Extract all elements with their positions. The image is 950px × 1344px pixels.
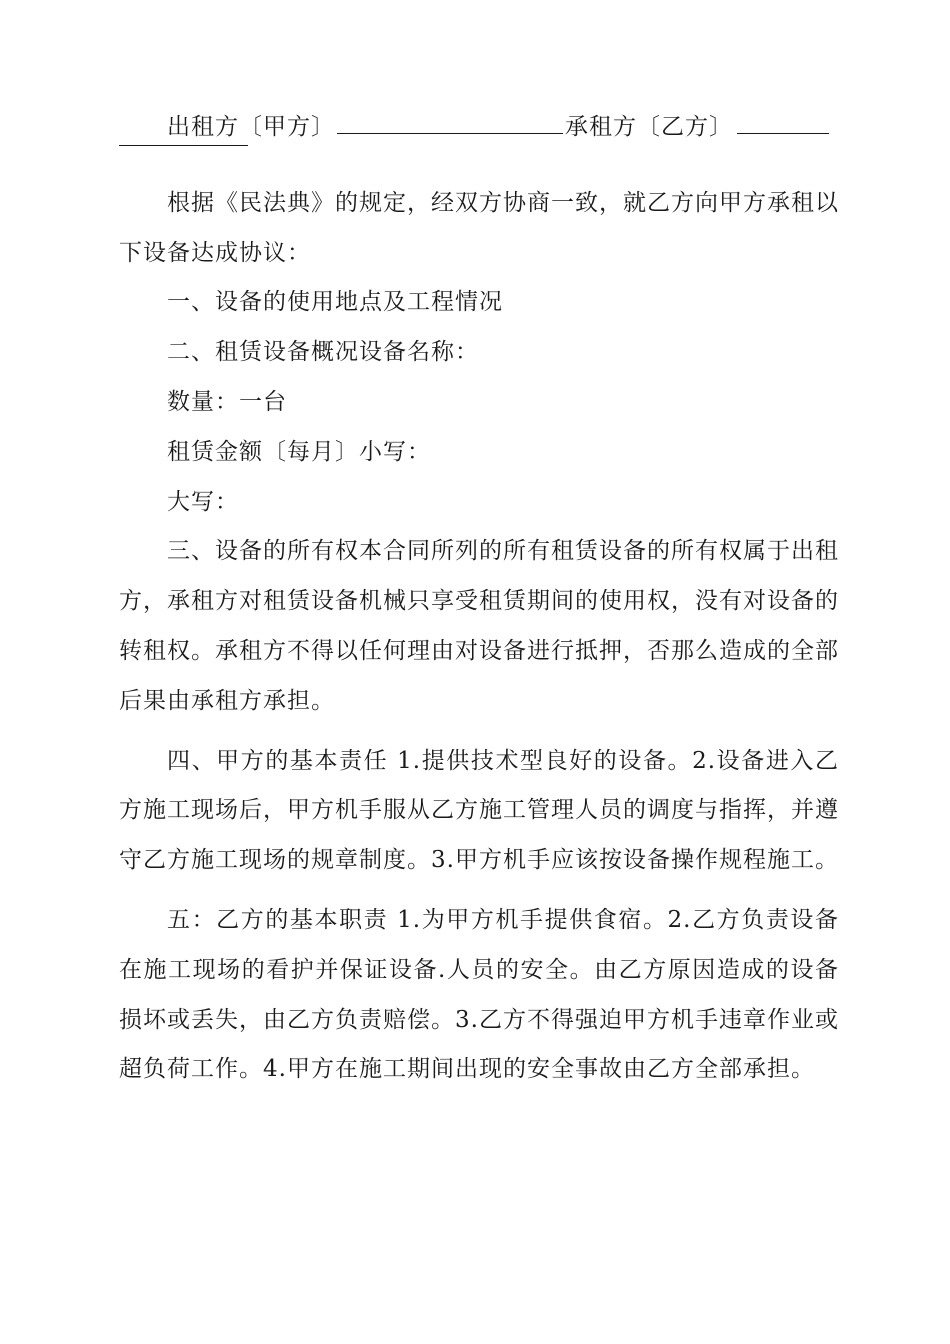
rent-amount-uppercase: 大写：	[167, 488, 239, 515]
rent-amount-lowercase: 租赁金额〔每月〕小写：	[167, 438, 431, 465]
quantity-line: 数量：一台	[167, 388, 287, 415]
clause-3-ownership: 三、设备的所有权本合同所列的所有租赁设备的所有权属于出租方，承租方对租赁设备机械只享受租赁期间的使用权，没有对设备的转租权。承租方不得以任何理由对设备进行抵押，否那么造成的全部后果由承租方承担。	[119, 538, 839, 714]
lessor-blank[interactable]	[337, 117, 563, 134]
clause-1-usage-location: 一、设备的使用地点及工程情况	[167, 289, 503, 316]
lessor-label: 出租方〔甲方〕	[167, 114, 335, 140]
spacer	[119, 886, 839, 896]
clause-2-equipment-overview: 二、租赁设备概况设备名称：	[167, 339, 479, 366]
intro-paragraph: 根据《民法典》的规定，经双方协商一致，就乙方向甲方承租以下设备达成协议：	[119, 189, 839, 266]
lessee-blank-continuation[interactable]	[119, 129, 248, 146]
clause-4-lessor-duties: 四、甲方的基本责任 1.提供技术型良好的设备。2.设备进入乙方施工现场后，甲方机手服从乙方施工管理人员的调度与指挥，并遵守乙方施工现场的规章制度。3.甲方机手应该按设备操作规程施工。	[119, 747, 839, 874]
spacer	[119, 149, 839, 179]
spacer	[119, 727, 839, 737]
contract-document	[119, 103, 839, 1095]
clause-5-lessee-duties: 五：乙方的基本职责 1.为甲方机手提供食宿。2.乙方负责设备在施工现场的看护并保证设备.人员的安全。由乙方原因造成的设备损坏或丢失，由乙方负责赔偿。3.乙方不得强迫甲方机手违章作业或超负荷工作。4.甲方在施工期间出现的安全事故由乙方全部承担。	[119, 906, 839, 1083]
lessee-blank[interactable]	[737, 117, 829, 134]
lessee-label: 承租方〔乙方〕	[565, 114, 733, 140]
